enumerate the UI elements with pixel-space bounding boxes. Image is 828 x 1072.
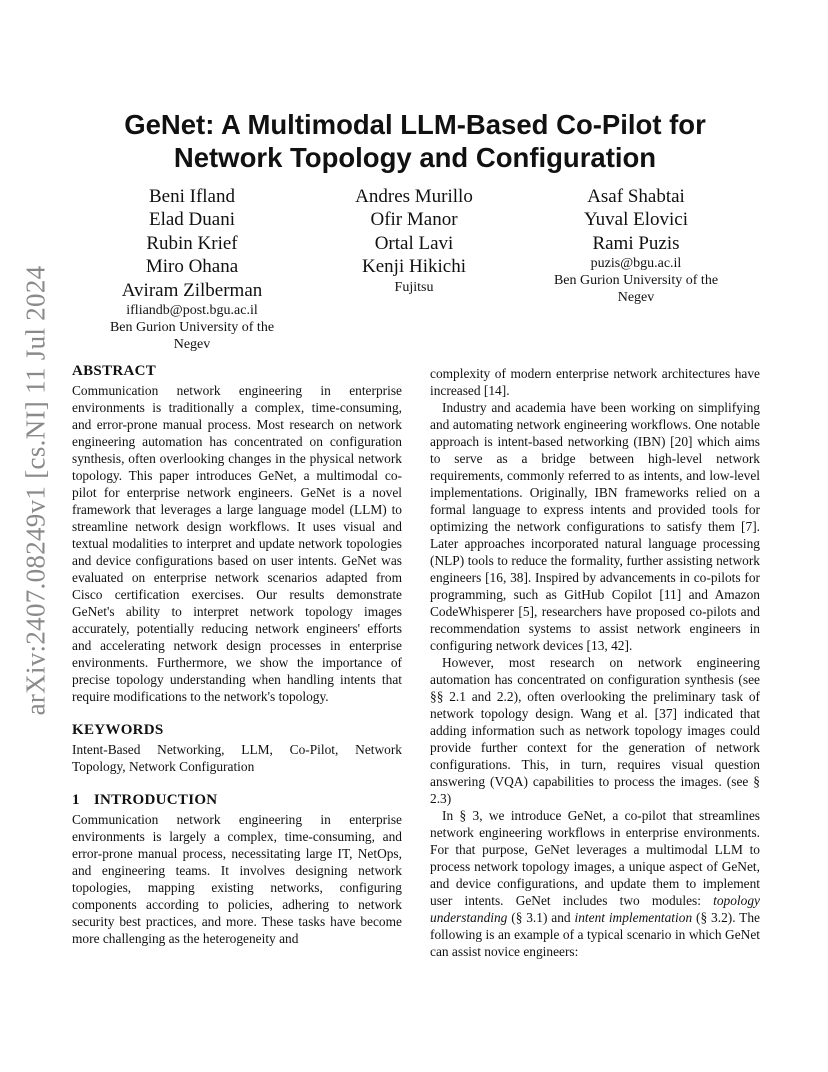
author-affiliation-line: Negev	[617, 290, 655, 306]
author-affiliation-line: Ben Gurion University of the	[109, 320, 275, 336]
title-line-2: Network Topology and Configuration	[173, 142, 657, 173]
author-name: Rami Puzis	[592, 232, 680, 254]
author-name: Ofir Manor	[370, 209, 458, 231]
intro-p4-text-c: (§ 3.2). The following is an example of a typical scenario in which GeNet can assist novice engineers:	[430, 910, 760, 959]
author-name: Elad Duani	[148, 209, 235, 231]
author-group-left	[78, 185, 306, 353]
title-line-1: GeNet: A Multimodal LLM-Based Co-Pilot for	[124, 109, 706, 140]
author-affiliation-line: Negev	[173, 337, 211, 353]
abstract-heading: ABSTRACT	[72, 363, 157, 379]
author-email: ifliandb@post.bgu.ac.il	[126, 303, 258, 319]
intro-paragraph-1: Communication network engineering in enterprise environments is largely a complex, time-consuming, and error-prone manual process, necessitating large IT, NetOps, and engineering teams. It involves designing network topologies, mapping existing networks, configuring components according to policies, adhering to network security best practices, and more. These tasks have become more challenging as the heterogeneity and	[72, 812, 402, 946]
author-email: puzis@bgu.ac.il	[590, 256, 682, 272]
author-name: Yuval Elovici	[584, 209, 688, 231]
author-name: Rubin Krief	[146, 232, 238, 254]
right-column	[430, 365, 760, 960]
author-name: Kenji Hikichi	[362, 256, 466, 278]
intro-paragraph-4	[430, 807, 760, 960]
section-number: 1	[72, 792, 80, 808]
author-name: Beni Ifland	[148, 186, 235, 207]
arxiv-side-identifier	[16, 265, 56, 715]
author-name: Asaf Shabtai	[587, 186, 685, 207]
author-name: Andres Murillo	[355, 186, 473, 207]
intro-paragraph-2: Industry and academia have been working on simplifying and automating network engineering workflows. One notable approach is intent-based networking (IBN) [20] which aims to serve as a bridge between high-level network requirements, commonly referred to as intents, and low-level implementations. Originally, IBN frameworks relied on a formal language to express intents and provided tools for optimizing the network configurations to satisfy them [7]. Later approaches incorporated natural language processing (NLP) tools to reduce the formality, further assisting network engineers [16, 38]. Inspired by advancements in co-pilots for programming, such as GitHub Copilot [11] and Amazon CodeWhisperer [5], researchers have proposed co-pilots and recommendation systems to assist network engineers in configuring network devices [13, 42].	[430, 400, 760, 653]
intro-p4-emphasis-1: topology understanding	[430, 893, 760, 925]
paper-title	[80, 108, 750, 174]
introduction-heading	[72, 791, 402, 809]
author-name: Ortal Lavi	[374, 232, 454, 254]
intro-p4-emphasis-2: intent implementation	[574, 910, 693, 925]
abstract-text: Communication network engineering in enterprise environments is traditionally a complex, time-consuming, and error-prone manual process. Most research on network engineering automation has concentrated on configuration synthesis, often overlooking changes in the physical network topology. This paper introduces GeNet, a multimodal co-pilot for enterprise network engineers. GeNet is a novel framework that leverages a large language model (LLM) to streamline network design workflows. It uses visual and textual modalities to interpret and update network topologies and device configurations based on user intents. GeNet was evaluated on enterprise network scenarios adapted from Cisco certification exercises. Our results demonstrate GeNet's ability to interpret network topology images accurately, potentially reducing network engineers' efforts and accelerating network design processes in enterprise environments. Furthermore, we show the importance of precise topology understanding when handling intents that require modifications to the network's topology.	[72, 383, 402, 704]
keywords-text: Intent-Based Networking, LLM, Co-Pilot, Network Topology, Network Configuration	[72, 742, 402, 774]
section-title: INTRODUCTION	[93, 792, 218, 808]
left-column	[72, 362, 402, 947]
author-name: Miro Ohana	[145, 256, 239, 278]
intro-p4-text-b: (§ 3.1) and	[507, 910, 575, 925]
author-affiliation: Fujitsu	[394, 279, 434, 295]
author-name: Aviram Zilberman	[121, 279, 263, 301]
intro-p4-text-a: In § 3, we introduce GeNet, a co-pilot that streamlines network engineering workflows in enterprise environments. For that purpose, GeNet leverages a multimodal LLM to process network topology images, a unique aspect of GeNet, and device configurations, and update them to implement user intents. GeNet includes two modules:	[430, 808, 760, 908]
arxiv-identifier-text: arXiv:2407.08249v1 [cs.NI] 11 Jul 2024	[20, 265, 51, 715]
keywords-heading: KEYWORDS	[72, 722, 164, 738]
author-group-right	[522, 185, 750, 306]
intro-paragraph-1-continued: complexity of modern enterprise network architectures have increased [14].	[430, 366, 760, 398]
author-group-middle	[300, 185, 528, 296]
intro-paragraph-3: However, most research on network engineering automation has concentrated on configuration synthesis (see §§ 2.1 and 2.2), often overlooking the preliminary task of network topology design. Wang et al. [37] indicated that adding information such as network topology images could provide further context for the generation of network configurations. This, in turn, requires visual question answering (VQA) capabilities to process the images. (see § 2.3)	[430, 655, 760, 806]
author-affiliation-line: Ben Gurion University of the	[553, 273, 719, 289]
